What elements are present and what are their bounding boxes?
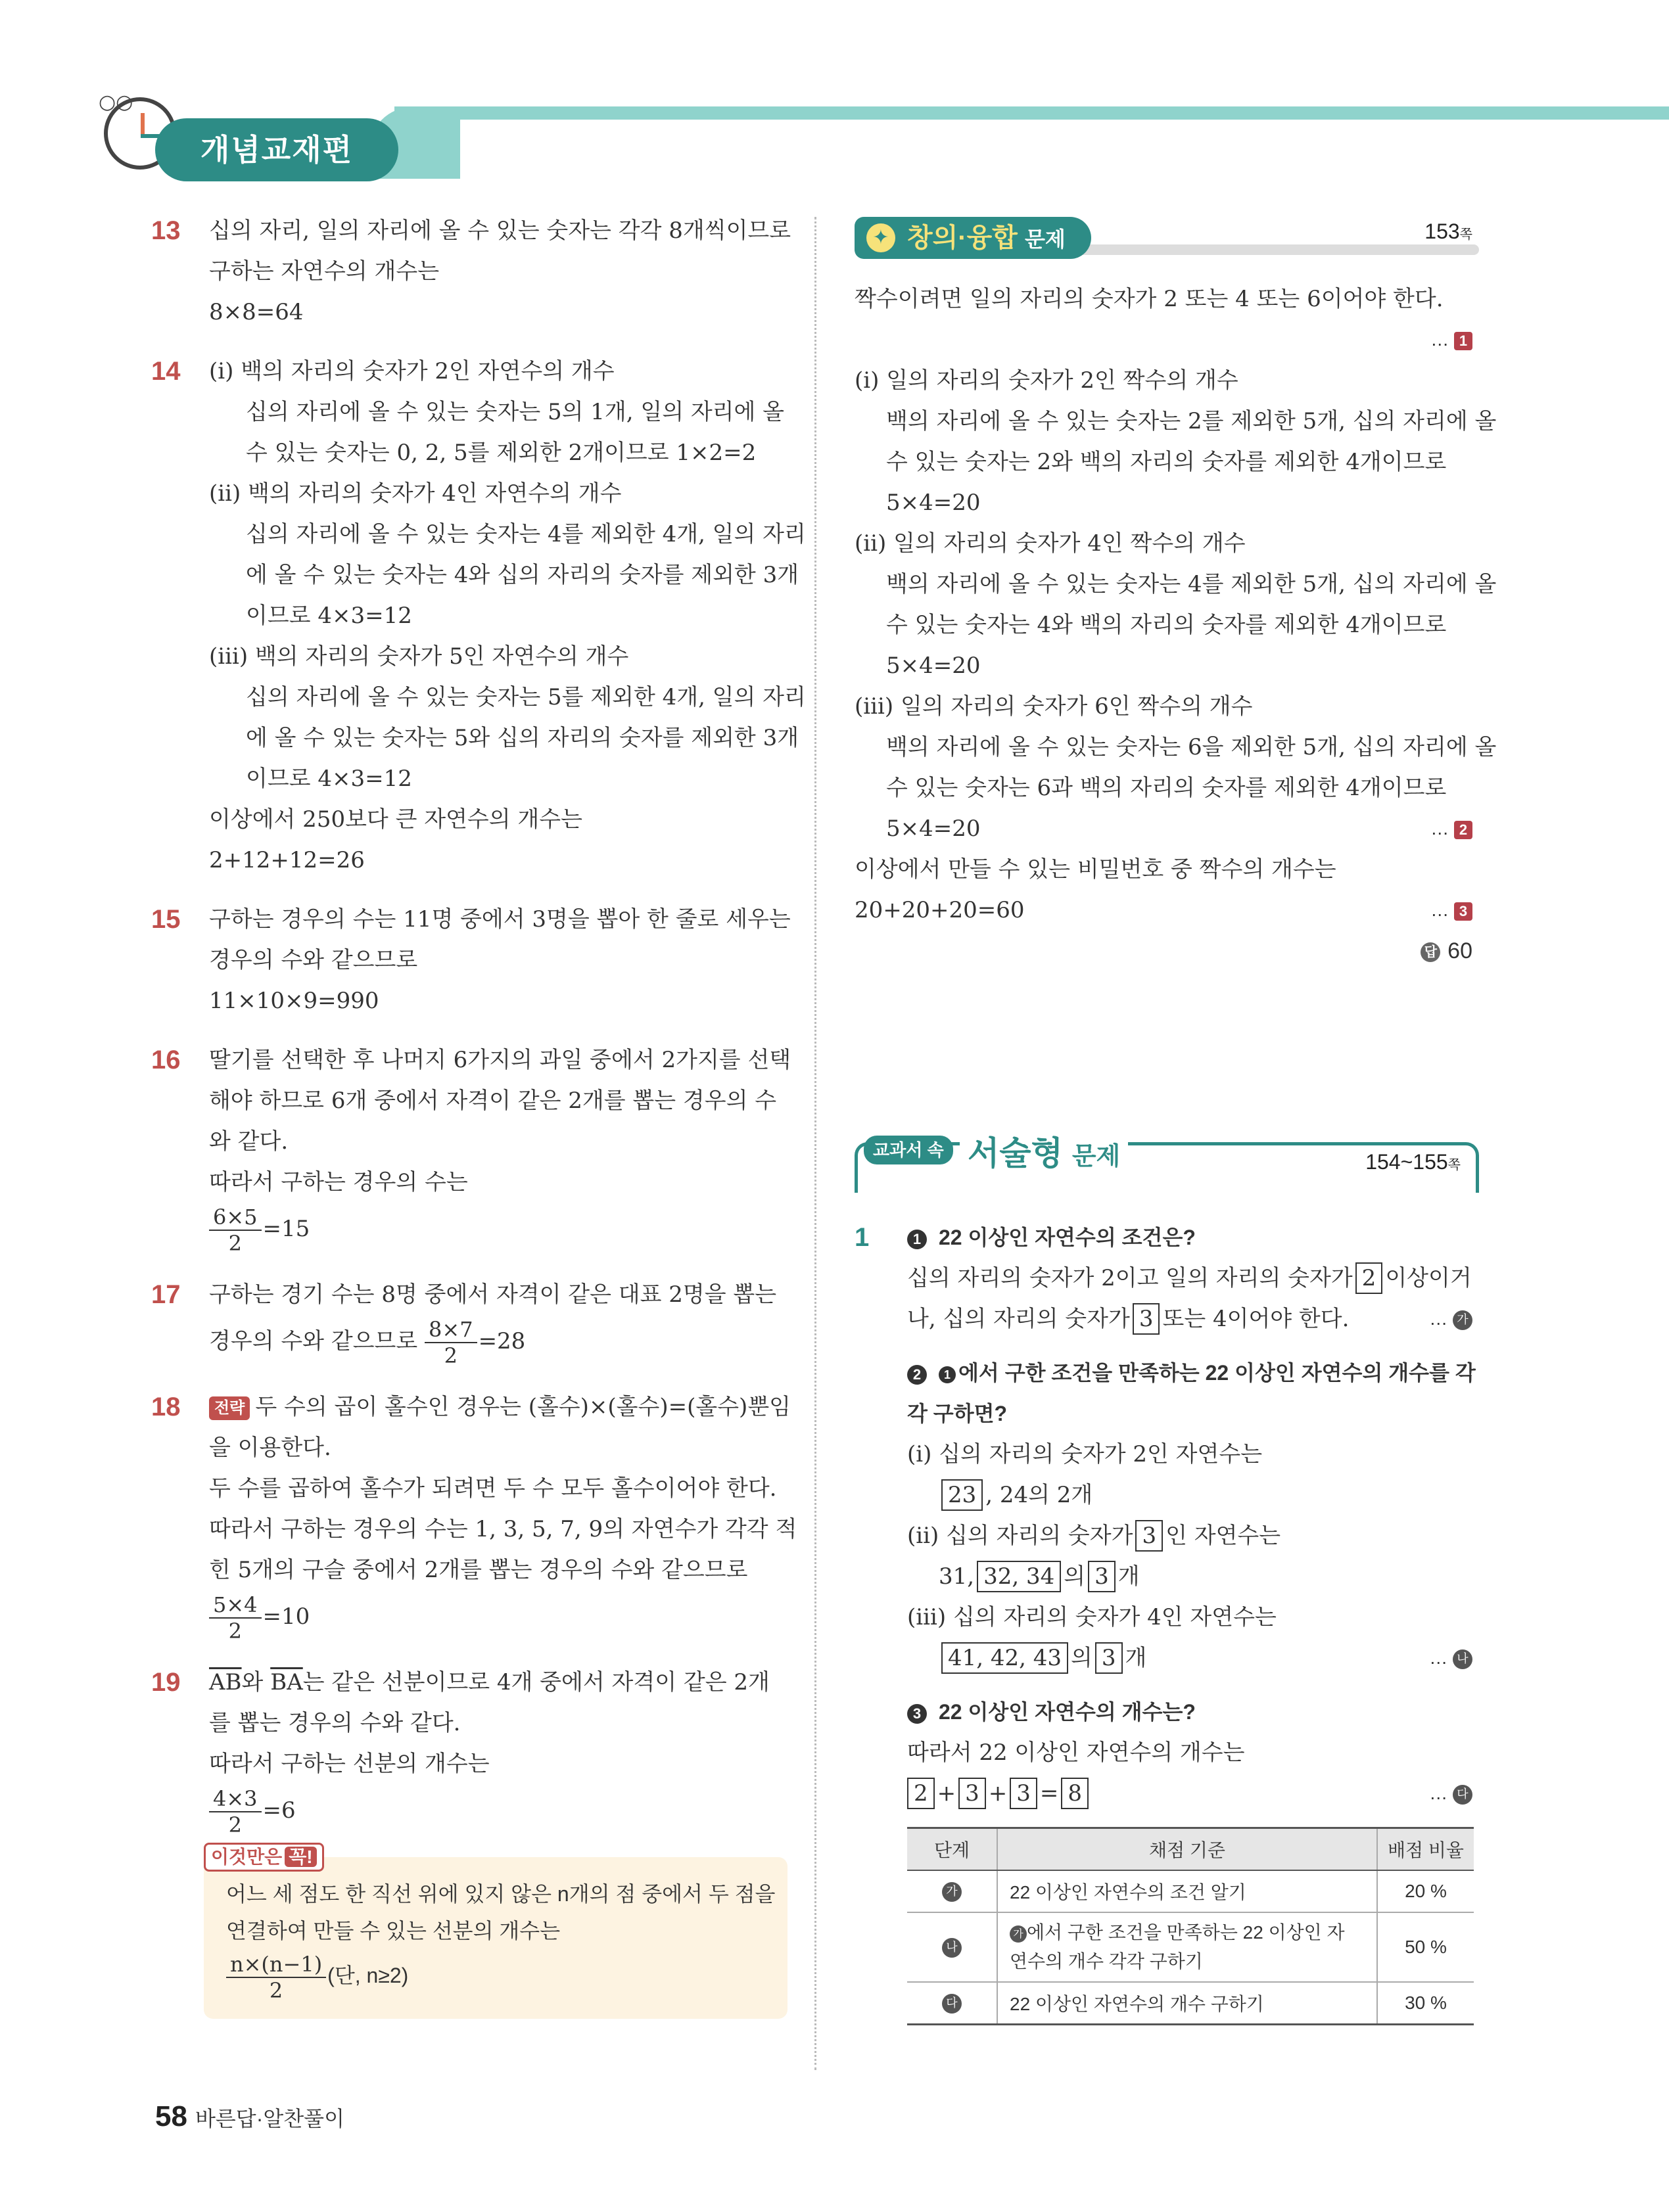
text-line [907, 1475, 1479, 1515]
numerator: 4×3 [209, 1786, 262, 1812]
equation [209, 1203, 776, 1256]
strategy-badge: 전략 [209, 1396, 250, 1420]
text: … [1430, 329, 1454, 350]
text: 창의·융합 [907, 223, 1018, 252]
text: 문제 [1025, 227, 1066, 251]
text: 경우의 수와 같으므로 [209, 1328, 425, 1354]
text-line: 경우의 수와 같으므로 [209, 947, 418, 973]
step-mark: … 가 [1429, 1299, 1472, 1339]
lightbulb-icon: ✦ [866, 223, 895, 252]
text-line: 구하는 자연수의 개수는 [209, 258, 440, 285]
text: 각 구하면? [907, 1402, 1008, 1425]
text-line [209, 1387, 791, 1427]
section-title: 개념교재편 [155, 118, 398, 181]
subquestion-badge: 3 [907, 1704, 927, 1724]
key-note-tag [204, 1843, 324, 1872]
case-heading: (ⅰ) 일의 자리의 숫자가 2인 짝수의 개수 [855, 367, 1238, 394]
step-badge: 3 [1454, 902, 1472, 921]
step-mark-line [855, 319, 1479, 360]
text-line: 와 같다. [209, 1128, 289, 1155]
text-line: 따라서 구하는 경우의 수는 [209, 1169, 468, 1195]
text: 에서 구한 조건을 만족하는 22 이상인 자 [1027, 1922, 1345, 1943]
problem-number: 19 [151, 1668, 181, 1697]
condition: (단, n≥2) [327, 1964, 409, 1987]
right-column [855, 217, 1497, 2025]
answer-box: 3 [1010, 1778, 1037, 1809]
text-line: 짝수이려면 일의 자리의 숫자가 2 또는 4 또는 6이어야 한다. [855, 286, 1444, 312]
text: 이것만은 [211, 1847, 283, 1867]
case-heading: (ⅲ) 일의 자리의 숫자가 6인 짝수의 개수 [855, 693, 1253, 720]
page-ref [1424, 219, 1472, 244]
text: 개 [1117, 1563, 1140, 1590]
text-line: 수 있는 숫자는 2와 백의 자리의 숫자를 제외한 4개이므로 [886, 449, 1447, 475]
footer-text: 바른답·알찬풀이 [195, 2107, 344, 2131]
text-line: 수 있는 숫자는 4와 백의 자리의 숫자를 제외한 4개이므로 [886, 612, 1447, 638]
subquestion-heading [907, 1217, 1479, 1258]
step-mark [1430, 319, 1472, 360]
text: 154~155 [1365, 1150, 1448, 1174]
text: 20+20+20=60 [855, 897, 1025, 923]
step-badge: 나 [942, 1938, 962, 1958]
text-line [209, 1315, 776, 1368]
left-column [151, 210, 806, 2019]
text-line [209, 1662, 776, 1703]
text: 의 [1064, 1563, 1086, 1590]
case-heading [907, 1515, 1479, 1556]
text-line: 이상에서 만들 수 있는 비밀번호 중 짝수의 개수는 [855, 856, 1336, 883]
text-line: 에 올 수 있는 숫자는 5와 십의 자리의 숫자를 제외한 3개 [246, 725, 799, 751]
column-header: 배점 비율 [1377, 1828, 1474, 1871]
equation [209, 1784, 776, 1837]
text-line: 따라서 구하는 경우의 수는 1, 3, 5, 7, 9의 자연수가 각각 적 [209, 1516, 797, 1542]
problem-number: 16 [151, 1046, 181, 1074]
text: 5×4=20 [886, 816, 981, 842]
text-line: 에 올 수 있는 숫자는 4와 십의 자리의 숫자를 제외한 3개 [246, 562, 799, 588]
answer-box: 2 [907, 1778, 935, 1809]
problem-14 [151, 351, 806, 881]
result: =28 [478, 1328, 526, 1354]
problem-16 [151, 1040, 791, 1256]
denominator: 2 [228, 1231, 242, 1256]
problem-number: 18 [151, 1393, 181, 1421]
equation: 2+12+12=26 [209, 847, 365, 873]
answer-box: 3 [958, 1778, 986, 1809]
step-badge: 나 [1453, 1649, 1472, 1669]
text-line [907, 1258, 1479, 1299]
text: 는 같은 선분이므로 4개 중에서 자격이 같은 2개 [302, 1669, 770, 1695]
page-footer [155, 2100, 344, 2133]
step-cell [907, 1982, 997, 2025]
step-mark: … 3 [1430, 890, 1472, 931]
text-line: 십의 자리에 올 수 있는 숫자는 5의 1개, 일의 자리에 올 [246, 399, 785, 425]
text: 연수의 개수 각각 구하기 [1010, 1951, 1203, 1971]
header-band [394, 106, 1669, 120]
page-number: 58 [155, 2100, 187, 2132]
text-line: 어느 세 점도 한 직선 위에 있지 않은 n개의 점 중에서 두 점을 [226, 1882, 776, 1906]
subquestion-heading [907, 1393, 1479, 1434]
fraction [209, 1786, 262, 1837]
text-line: 수 있는 숫자는 0, 2, 5를 제외한 2개이므로 1×2=2 [246, 440, 757, 466]
numerator: 5×4 [209, 1592, 262, 1619]
ref-badge: 가 [1010, 1925, 1027, 1943]
creative-section-header [855, 217, 1479, 259]
text-line: 백의 자리에 올 수 있는 숫자는 2를 제외한 5개, 십의 자리에 올 [886, 408, 1497, 434]
text-line: 따라서 구하는 선분의 개수는 [209, 1751, 490, 1777]
case-heading: (ⅱ) 백의 자리의 숫자가 4인 자연수의 개수 [209, 480, 622, 507]
numerator: 8×7 [425, 1317, 477, 1343]
answer-line [855, 931, 1479, 971]
equation [855, 890, 1479, 931]
result: =15 [262, 1216, 310, 1242]
table-row [907, 1982, 1474, 2025]
answer-box: 2 [1355, 1262, 1383, 1294]
answer-box: 23 [941, 1479, 983, 1511]
text: 22 이상인 자연수의 조건은? [939, 1226, 1196, 1249]
text-line: 을 이용한다. [209, 1435, 331, 1461]
text-line: 두 수를 곱하여 홀수가 되려면 두 수 모두 홀수이어야 한다. [209, 1475, 777, 1502]
header-track [1078, 244, 1479, 255]
table-row [907, 1870, 1474, 1912]
case-heading: (ⅰ) 십의 자리의 숫자가 2인 자연수는 [907, 1441, 1263, 1467]
text-line: 구하는 경우의 수는 11명 중에서 3명을 뽑아 한 줄로 세우는 [209, 906, 791, 933]
step-badge: 다 [942, 1994, 962, 2014]
text: 인 자연수는 [1165, 1523, 1281, 1549]
equation: 2 + 3 + 3 = 8 … 다 [907, 1773, 1479, 1814]
text: 쪽 [1459, 227, 1472, 242]
column-divider [814, 217, 816, 2070]
text-line: 십의 자리에 올 수 있는 숫자는 5를 제외한 4개, 일의 자리 [246, 684, 806, 710]
text-line: 구하는 경기 수는 8명 중에서 자격이 같은 대표 2명을 뽑는 [209, 1281, 777, 1308]
step-badge: 가 [1453, 1310, 1472, 1330]
problem-number: 15 [151, 905, 181, 934]
problem-number: 14 [151, 357, 181, 386]
text: 나, 십의 자리의 숫자가 [907, 1306, 1130, 1332]
descriptive-title [960, 1130, 1128, 1180]
text-line: 백의 자리에 올 수 있는 숫자는 6을 제외한 5개, 십의 자리에 올 [886, 734, 1497, 760]
text: 쪽 [1447, 1158, 1461, 1172]
answer-box: 3 [1133, 1303, 1160, 1335]
table-header-row [907, 1828, 1474, 1871]
numerator: 6×5 [209, 1205, 262, 1231]
denominator: 2 [444, 1343, 458, 1368]
step-cell [907, 1912, 997, 1982]
text: 문제 [1071, 1143, 1121, 1170]
answer-box: 8 [1061, 1778, 1089, 1809]
answer-box: 3 [1135, 1520, 1163, 1552]
equation: 11×10×9=990 [209, 988, 379, 1014]
answer-badge: 답 [1421, 942, 1440, 962]
denominator: 2 [228, 1619, 242, 1644]
equation [209, 1590, 776, 1644]
problem-19 [151, 1662, 776, 1837]
text: 십의 자리의 숫자가 2이고 일의 자리의 숫자가 [907, 1265, 1353, 1291]
question-1 [855, 1217, 1479, 1814]
percent-cell: 20 % [1377, 1870, 1474, 1912]
table-row [907, 1912, 1474, 1982]
descriptive-section-header [855, 1136, 1479, 1191]
case-heading: (ⅱ) 일의 자리의 숫자가 4인 짝수의 개수 [855, 530, 1246, 557]
text-line: 이므로 4×3=12 [246, 603, 412, 629]
text: 31, [939, 1563, 975, 1590]
problem-number: 13 [151, 216, 181, 245]
text-line: 십의 자리에 올 수 있는 숫자는 4를 제외한 4개, 일의 자리 [246, 521, 806, 547]
result: =10 [262, 1603, 310, 1630]
column-header: 단계 [907, 1828, 997, 1871]
case-heading: (ⅰ) 백의 자리의 숫자가 2인 자연수의 개수 [209, 358, 615, 384]
answer-box: 32, 34 [977, 1561, 1061, 1592]
text-line: 수 있는 숫자는 6과 백의 자리의 숫자를 제외한 4개이므로 [886, 775, 1447, 801]
segment-label: $\overline{AB}$ [209, 1669, 242, 1695]
denominator: 2 [269, 1977, 283, 2003]
equation: 5×4=20 [886, 653, 981, 679]
step-badge: 다 [1453, 1785, 1472, 1805]
fraction [226, 1952, 326, 2003]
text-line: 따라서 22 이상인 자연수의 개수는 [907, 1740, 1245, 1766]
text: 153 [1424, 219, 1460, 243]
answer-box: 41, 42, 43 [941, 1642, 1068, 1674]
fraction [425, 1317, 477, 1368]
formula [226, 1949, 765, 2003]
text-line: 연결하여 만들 수 있는 선분의 개수는 [226, 1919, 561, 1943]
subquestion-badge: 1 [907, 1230, 927, 1249]
column-header: 채점 기준 [997, 1828, 1377, 1871]
problem-13 [151, 210, 791, 333]
percent-cell: 30 % [1377, 1982, 1474, 2025]
criteria-cell: 22 이상인 자연수의 개수 구하기 [997, 1982, 1377, 2025]
text-line [907, 1299, 1479, 1339]
page-ref [1360, 1150, 1466, 1174]
step-cell [907, 1870, 997, 1912]
text: 와 [241, 1669, 271, 1695]
case-heading: (ⅲ) 십의 자리의 숫자가 4인 자연수는 [907, 1604, 1277, 1630]
problem-17 [151, 1274, 776, 1368]
text: 에서 구한 조건을 만족하는 22 이상인 자연수의 개수를 각 [958, 1361, 1476, 1385]
problem-15 [151, 899, 791, 1021]
text-line: 를 뽑는 경우의 수와 같다. [209, 1710, 461, 1736]
text-line: 이상에서 250보다 큰 자연수의 개수는 [209, 806, 582, 833]
ref-badge: 1 [939, 1366, 956, 1383]
question-number: 1 [855, 1223, 870, 1252]
text: (ⅱ) 십의 자리의 숫자가 [907, 1523, 1133, 1549]
equation: 8×8=64 [209, 299, 304, 325]
answer-value: 60 [1447, 938, 1472, 963]
subquestion-heading [907, 1692, 1479, 1732]
fraction [209, 1592, 262, 1644]
segment-label: $\overline{BA}$ [270, 1669, 303, 1695]
text: 의 [1071, 1645, 1093, 1671]
text: 또는 4이어야 한다. [1162, 1306, 1350, 1332]
text-line: 힌 5개의 구슬 중에서 2개를 뽑는 경우의 수와 같으므로 [209, 1557, 748, 1583]
step-badge: 2 [1454, 821, 1472, 839]
text-line: 딸기를 선택한 후 나머지 6가지의 과일 중에서 2가지를 선택 [209, 1047, 791, 1073]
text: 꼭! [285, 1847, 316, 1867]
text: , 24의 2개 [985, 1482, 1093, 1508]
denominator: 2 [228, 1812, 242, 1837]
text-line [907, 1556, 1479, 1597]
criteria-cell: 22 이상인 자연수의 조건 알기 [997, 1870, 1377, 1912]
key-note-box [204, 1847, 787, 2019]
answer-box: 3 [1095, 1642, 1123, 1674]
textbook-tag: 교과서 속 [864, 1136, 953, 1164]
fraction [209, 1205, 262, 1256]
step-mark: … 2 [1430, 808, 1472, 849]
bell-icon: ○○ [99, 91, 133, 114]
case-heading: (ⅲ) 백의 자리의 숫자가 5인 자연수의 개수 [209, 643, 629, 670]
text-line: 십의 자리, 일의 자리에 올 수 있는 숫자는 각각 8개씩이므로 [209, 218, 791, 244]
text-line [907, 1638, 1479, 1678]
subquestion-heading [907, 1352, 1479, 1393]
text: 22 이상인 자연수의 개수는? [939, 1700, 1196, 1724]
text-line: 백의 자리에 올 수 있는 숫자는 4를 제외한 5개, 십의 자리에 올 [886, 571, 1497, 597]
text: 서술형 [968, 1135, 1063, 1172]
step-badge: 가 [942, 1882, 962, 1902]
problem-number: 17 [151, 1280, 181, 1309]
step-mark: … 나 [1429, 1638, 1472, 1678]
numerator: n×(n−1) [226, 1952, 326, 1978]
answer-box: 3 [1088, 1561, 1116, 1592]
equation: 5×4=20 [886, 490, 981, 516]
step-mark: … 다 [1429, 1773, 1472, 1814]
percent-cell: 50 % [1377, 1912, 1474, 1982]
text-line: 이므로 4×3=12 [246, 766, 412, 792]
criteria-cell [997, 1912, 1377, 1982]
problem-18 [151, 1387, 797, 1644]
text-line: 해야 하므로 6개 중에서 자격이 같은 2개를 뽑는 경우의 수 [209, 1088, 777, 1114]
text: 두 수의 곱이 홀수인 경우는 (홀수)×(홀수)=(홀수)뿐임 [255, 1394, 791, 1420]
result: =6 [262, 1797, 296, 1824]
step-badge: 1 [1454, 332, 1472, 350]
scoring-table [907, 1827, 1474, 2025]
text: 개 [1125, 1645, 1147, 1671]
subquestion-badge: 2 [907, 1365, 927, 1385]
text: 이상이거 [1385, 1265, 1472, 1291]
equation [855, 808, 1479, 849]
